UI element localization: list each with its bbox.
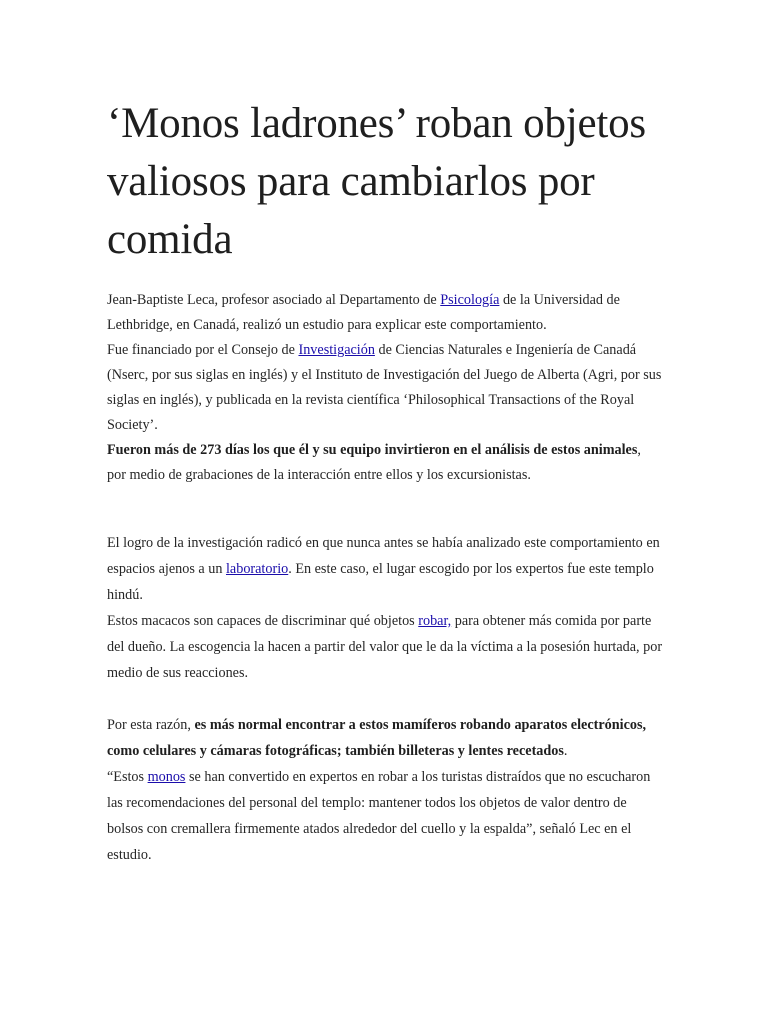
text-span: Estos macacos son capaces de discriminar qué objetos xyxy=(107,613,419,629)
text-span: , por medio de grabaciones de la interacción entre ellos y los excursionistas. xyxy=(107,442,641,483)
text-span: se han convertido en expertos en robar a los turistas distraídos que no escucharon las recomendaciones del personal del templo: mantener todos los objetos de valor dentro de bolsos con cremallera firmemente atados alrededor del cuello y la espalda”, señaló Lec en el estudio. xyxy=(107,769,651,863)
paragraph-gap xyxy=(107,504,663,530)
link-monos[interactable]: monos xyxy=(147,769,186,785)
text-span: . xyxy=(563,743,568,759)
text-span: Por esta razón, xyxy=(107,717,195,733)
text-span: Fue financiado por el Consejo de xyxy=(107,342,299,358)
link-robar[interactable]: robar, xyxy=(418,613,452,629)
text-span: de la Universidad de Lethbridge, en Canadá, realizó un estudio para explicar este comportamiento. xyxy=(107,292,620,333)
link-investigacion[interactable]: Investigación xyxy=(298,342,375,358)
bold-text: Fueron más de 273 días los que él y su equipo invirtieron en el análisis de estos animales xyxy=(107,442,638,458)
text-span: Jean-Baptiste Leca, profesor asociado al Departamento de xyxy=(107,292,441,308)
link-laboratorio[interactable]: laboratorio xyxy=(225,561,289,577)
paragraph-block-1 xyxy=(107,288,663,488)
paragraph-gap xyxy=(107,686,663,712)
paragraph-block-2 xyxy=(107,504,663,868)
bold-text: es más normal encontrar a estos mamíferos robando aparatos electrónicos, como celulares y cámaras fotográficas; también billeteras y lentes recetados xyxy=(107,717,647,759)
text-span: . En este caso, el lugar escogido por los expertos fue este templo hindú. xyxy=(107,561,654,603)
text-span: “Estos xyxy=(107,769,148,785)
document-page xyxy=(107,0,663,868)
text-span: para obtener más comida por parte del dueño. La escogencia la hacen a partir del valor que le da la víctima a la posesión hurtada, por medio de sus reacciones. xyxy=(107,613,663,681)
link-psicologia[interactable]: Psicología xyxy=(440,292,500,308)
text-span: El logro de la investigación radicó en que nunca antes se había analizado este comportamiento en espacios ajenos a un xyxy=(107,535,660,577)
article-title: ‘Monos ladrones’ roban objetos valiosos para cambiarlos por comida xyxy=(107,100,646,263)
text-span: de Ciencias Naturales e Ingeniería de Canadá (Nserc, por sus siglas en inglés) y el Instituto de Investigación del Juego de Alberta (Agri, por sus siglas en inglés), y publicada en la revista científica ‘Philosophical Transactions of the Royal Society’. xyxy=(107,342,662,433)
